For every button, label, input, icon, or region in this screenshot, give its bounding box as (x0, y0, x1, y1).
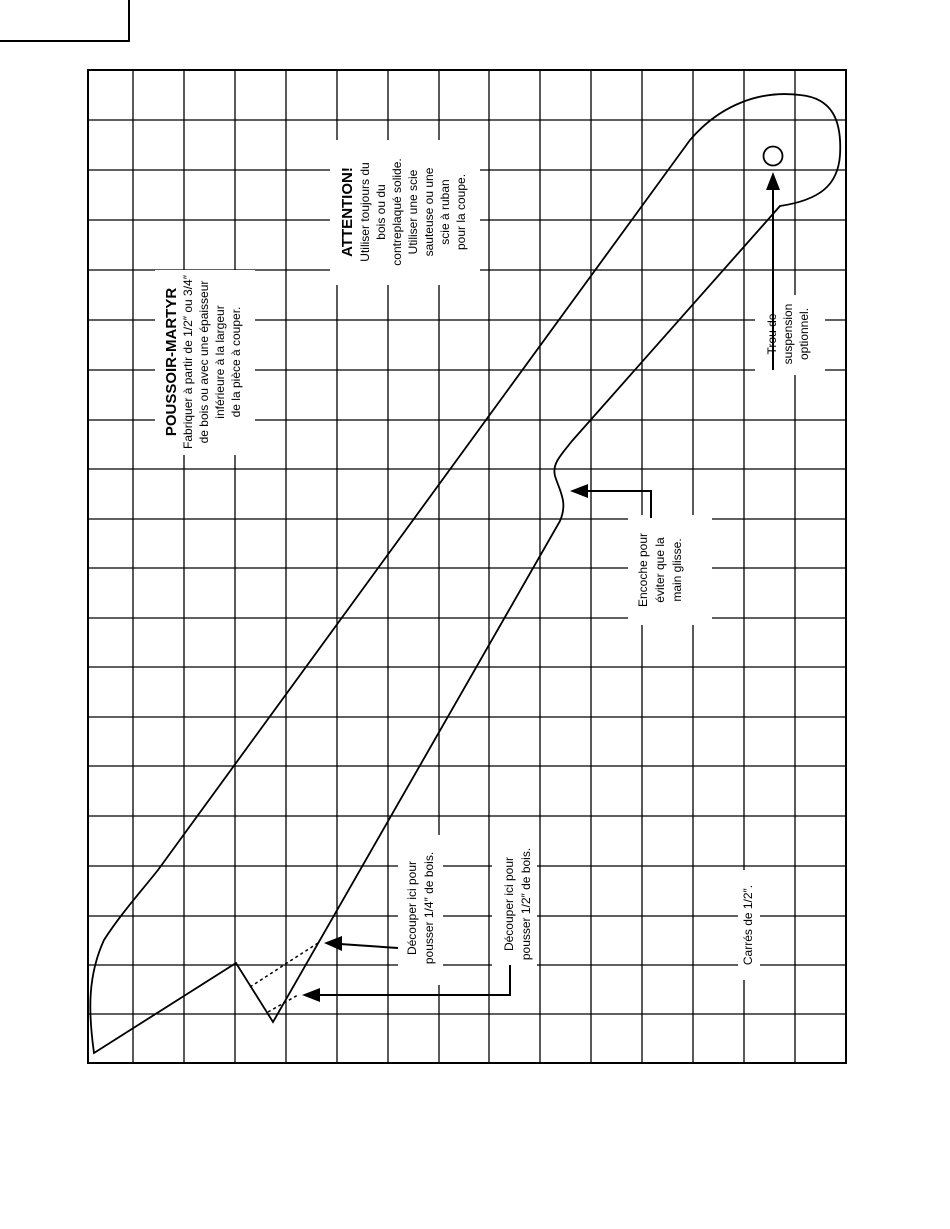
warning-heading: ATTENTION! (339, 167, 356, 257)
cut-half-line-1: Découper ici pour (502, 856, 516, 952)
grid-note-text: Carrés de 1/2″. (741, 884, 755, 966)
warning-line-5: sauteuse ou une (422, 167, 436, 257)
cut-quarter-line-1: Découper ici pour (405, 860, 419, 956)
hang-hole-line-1: Trou de (765, 313, 779, 355)
hang-hole-line-2: suspension (781, 303, 795, 365)
hang-hole-line-3: optionnel. (797, 307, 811, 361)
cut-half-line-2: pousser 1/2″ de bois. (519, 847, 533, 961)
title: POUSSOIR-MARTYR (163, 287, 180, 437)
hang-hole-icon (764, 147, 783, 166)
description-line-4: de la pièce à couper. (229, 306, 243, 418)
notch-line-2: éviter que la (653, 537, 667, 603)
grid-note (741, 885, 755, 965)
arrow-cut-half-icon (302, 988, 320, 1002)
warning-line-1: Utiliser toujours du (358, 162, 372, 262)
arrow-hang-hole-icon (766, 172, 780, 190)
arrow-cut-quarter-icon (324, 936, 342, 951)
warning-line-2: bois ou du (374, 184, 388, 240)
notch-note (636, 533, 684, 607)
description-line-2: de bois ou avec une épaisseur (197, 280, 211, 444)
warning-line-6: scie à ruban (438, 179, 452, 245)
notch-line-3: main glisse. (670, 538, 684, 602)
description-line-3: inférieure à la largeur (213, 305, 227, 419)
label-backgrounds (155, 140, 825, 985)
cut-quarter-line-2: pousser 1/4″ de bois. (422, 851, 436, 965)
warning-line-4: Utiliser une scie (406, 169, 420, 255)
warning-line-3: contreplaqué solide. (390, 158, 404, 266)
notch-line-1: Encoche pour (636, 532, 650, 608)
warning-line-7: pour la coupe. (454, 173, 468, 251)
description-line-1: Fabriquer à partir de 1/2″ ou 3/4″ (181, 275, 195, 449)
arrow-notch-icon (570, 484, 588, 498)
